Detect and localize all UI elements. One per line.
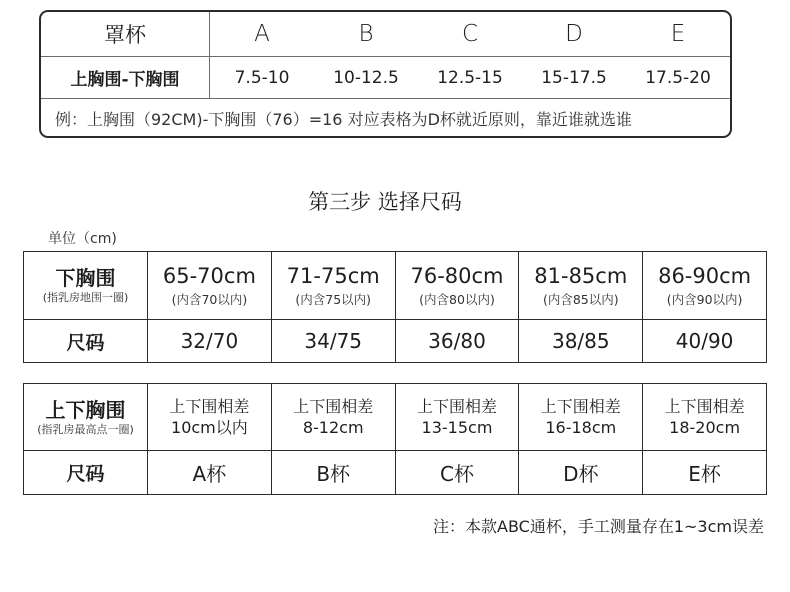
cup-header-row — [41, 12, 730, 57]
bust-diff-header-note: (指乳房最高点一圈) — [37, 422, 134, 436]
cup-size-value: B杯 — [271, 451, 395, 495]
underbust-range: 65-70cm — [162, 264, 256, 288]
underbust-range-note: (内含90以内) — [666, 292, 743, 307]
cup-note-row — [41, 99, 730, 138]
bust-diff-cell — [271, 384, 395, 451]
underbust-range-cell — [148, 252, 272, 320]
band-size-value: 32/70 — [148, 320, 272, 363]
band-size-value: 36/80 — [395, 320, 519, 363]
cup-size-value: A杯 — [148, 451, 272, 495]
cup-diff-label: 上胸围-下胸围 — [41, 57, 210, 98]
bust-diff-label: 上下围相差 — [664, 397, 745, 416]
underbust-range-note: (内含70以内) — [171, 292, 248, 307]
bust-diff-header-cell — [24, 384, 148, 451]
cup-letter: E — [670, 21, 686, 47]
cup-size-row — [24, 451, 767, 495]
bust-diff-value: 8-12cm — [302, 418, 364, 437]
underbust-range: 81-85cm — [534, 264, 628, 288]
bust-diff-cell — [148, 384, 272, 451]
bust-diff-value: 16-18cm — [545, 418, 617, 437]
bust-diff-value: 13-15cm — [421, 418, 493, 437]
underbust-range-cell — [271, 252, 395, 320]
cup-size-table — [23, 383, 767, 495]
underbust-range-row — [24, 252, 767, 320]
cup-size-label: 尺码 — [24, 451, 148, 495]
band-size-value: 38/85 — [519, 320, 643, 363]
bust-diff-header: 上下胸围 — [45, 397, 126, 422]
underbust-range-cell — [519, 252, 643, 320]
underbust-header-cell — [24, 252, 148, 320]
underbust-header-note: (指乳房地围一圈) — [42, 291, 129, 304]
band-size-row — [24, 320, 767, 363]
underbust-header: 下胸围 — [55, 266, 116, 290]
band-size-value: 40/90 — [643, 320, 767, 363]
cup-diff-value: 12.5-15 — [437, 67, 503, 88]
band-size-label: 尺码 — [24, 320, 148, 363]
cup-diff-value: 17.5-20 — [645, 67, 711, 88]
step-title: 第三步 选择尺码 — [308, 190, 462, 214]
underbust-range-note: (内含75以内) — [295, 292, 372, 307]
underbust-range-cell — [395, 252, 519, 320]
cup-letter: C — [461, 21, 479, 47]
underbust-range-note: (内含85以内) — [542, 292, 619, 307]
unit-label: 单位（cm) — [48, 231, 117, 247]
cup-example-note: 例：上胸围（92CM)-下胸围（76）=16 对应表格为D杯就近原则，靠近谁就选谁 — [55, 110, 632, 129]
bust-diff-row — [24, 384, 767, 451]
underbust-range: 71-75cm — [286, 264, 380, 288]
underbust-range: 76-80cm — [410, 264, 504, 288]
bust-diff-cell — [519, 384, 643, 451]
band-size-value: 34/75 — [271, 320, 395, 363]
bust-diff-cell — [395, 384, 519, 451]
underbust-range-note: (内含80以内) — [419, 292, 495, 307]
cup-size-reference-table — [39, 10, 732, 138]
cup-size-value: C杯 — [395, 451, 519, 495]
cup-size-value: E杯 — [643, 451, 767, 495]
bust-diff-value: 10cm以内 — [171, 418, 248, 437]
cup-diff-value: 15-17.5 — [541, 67, 607, 88]
underbust-range-cell — [643, 252, 767, 320]
cup-letter: D — [565, 21, 583, 47]
bust-diff-cell — [643, 384, 767, 451]
cup-diff-value: 10-12.5 — [333, 67, 399, 88]
cup-header-label: 罩杯 — [41, 12, 210, 56]
cup-size-value: D杯 — [519, 451, 643, 495]
measurement-footnote: 注：本款ABC通杯，手工测量存在1~3cm误差 — [433, 517, 764, 536]
cup-letter: A — [254, 21, 270, 47]
bust-diff-label: 上下围相差 — [416, 397, 497, 416]
bust-diff-label: 上下围相差 — [169, 397, 250, 416]
underbust-size-table — [23, 251, 767, 363]
bust-diff-label: 上下围相差 — [540, 397, 621, 416]
bust-diff-value: 18-20cm — [669, 418, 741, 437]
bust-diff-label: 上下围相差 — [293, 397, 374, 416]
cup-diff-row — [41, 57, 730, 99]
cup-diff-value: 7.5-10 — [234, 67, 290, 88]
cup-letter: B — [358, 21, 374, 47]
underbust-range: 86-90cm — [658, 264, 752, 288]
